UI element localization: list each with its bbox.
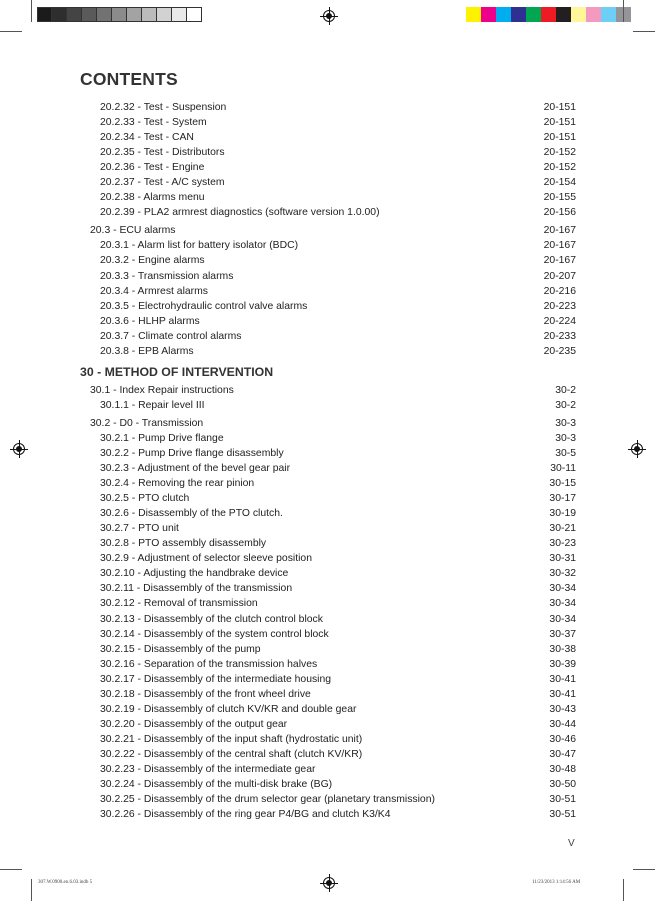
toc-entry-row[interactable] <box>80 672 576 687</box>
page-title: CONTENTS <box>80 69 178 89</box>
toc-page-number: 30-38 <box>549 643 576 655</box>
toc-entry-title: 20.2.34 - Test - CAN <box>100 132 194 144</box>
toc-page-number: 20-223 <box>543 300 576 312</box>
toc-entry-title: 30.2.18 - Disassembly of the front wheel drive <box>100 688 311 700</box>
toc-page-number: 30-39 <box>549 658 576 670</box>
toc-entry-row[interactable] <box>80 238 576 253</box>
footer-timestamp: 11/23/2013 1:14:56 AM <box>532 880 581 885</box>
toc-section-row[interactable] <box>80 223 576 238</box>
crop-mark <box>31 879 32 901</box>
toc-section-row[interactable] <box>80 383 576 398</box>
toc-entry-row[interactable] <box>80 344 576 359</box>
toc-entry-row[interactable] <box>80 536 576 551</box>
toc-page-number: 30-19 <box>549 508 576 520</box>
toc-entry-title: 30.2.22 - Disassembly of the central shaft (clutch KV/KR) <box>100 748 363 760</box>
toc-entry-title: 30.2.25 - Disassembly of the drum selector gear (planetary transmission) <box>100 794 435 806</box>
toc-entry-title: 20.2.33 - Test - System <box>100 117 207 129</box>
toc-entry-row[interactable] <box>80 612 576 627</box>
toc-section-title: 30.1 - Index Repair instructions <box>90 384 234 396</box>
toc-entry-row[interactable] <box>80 777 576 792</box>
toc-page-number: 30-44 <box>549 718 576 730</box>
toc-page-number: 30-46 <box>549 733 576 745</box>
toc-entry-row[interactable] <box>80 446 576 461</box>
registration-mark-icon <box>323 10 335 22</box>
toc-entry-title: 30.2.6 - Disassembly of the PTO clutch. <box>100 508 283 520</box>
toc-entry-row[interactable] <box>80 687 576 702</box>
toc-entry-title: 20.3.7 - Climate control alarms <box>100 330 242 342</box>
color-swatch <box>52 7 67 22</box>
toc-page-number: 20-151 <box>543 117 576 129</box>
toc-entry-title: 20.3.2 - Engine alarms <box>100 255 205 267</box>
page-number: V <box>568 838 575 849</box>
toc-entry-row[interactable] <box>80 299 576 314</box>
toc-entry-title: 20.2.37 - Test - A/C system <box>100 177 225 189</box>
toc-entry-title: 30.2.10 - Adjusting the handbrake device <box>100 568 289 580</box>
toc-entry-title: 20.2.39 - PLA2 armrest diagnostics (software version 1.0.00) <box>100 207 380 219</box>
toc-entry-title: 30.2.24 - Disassembly of the multi-disk brake (BG) <box>100 779 333 791</box>
chapter-heading[interactable]: 30 - METHOD OF INTERVENTION <box>80 364 274 379</box>
toc-entry-row[interactable] <box>80 566 576 581</box>
crop-mark <box>31 0 32 22</box>
color-swatch <box>466 7 481 22</box>
toc-entry-row[interactable] <box>80 284 576 299</box>
toc-page-number: 20-207 <box>543 270 576 282</box>
toc-entry-title: 20.3.5 - Electrohydraulic control valve alarms <box>100 300 308 312</box>
color-swatch <box>97 7 112 22</box>
toc-entry-row[interactable] <box>80 792 576 807</box>
toc-entry-row[interactable] <box>80 747 576 762</box>
color-swatch <box>37 7 52 22</box>
toc-entry-row[interactable] <box>80 581 576 596</box>
toc-entry-row[interactable] <box>80 145 576 160</box>
toc-page-number: 30-50 <box>549 779 576 791</box>
toc-entry-title: 20.3.1 - Alarm list for battery isolator (BDC) <box>100 240 299 252</box>
toc-entry-title: 30.1.1 - Repair level III <box>100 399 205 411</box>
toc-entry-row[interactable] <box>80 398 576 413</box>
toc-entry-title: 30.2.7 - PTO unit <box>100 523 179 535</box>
toc-entry-title: 30.2.5 - PTO clutch <box>100 493 190 505</box>
toc-entry-title: 30.2.23 - Disassembly of the intermediate gear <box>100 763 316 775</box>
color-swatch <box>82 7 97 22</box>
toc-entry-title: 30.2.16 - Separation of the transmission halves <box>100 658 318 670</box>
toc-entry-title: 20.2.38 - Alarms menu <box>100 192 205 204</box>
toc-section-title: 20.3 - ECU alarms <box>90 225 176 237</box>
toc-entry-title: 30.2.9 - Adjustment of selector sleeve position <box>100 553 312 565</box>
toc-page-number: 30-34 <box>549 598 576 610</box>
toc-page-number: 20-233 <box>543 330 576 342</box>
toc-page-number: 20-152 <box>543 162 576 174</box>
toc-page-number: 30-51 <box>549 794 576 806</box>
toc-entry-row[interactable] <box>80 642 576 657</box>
toc-page-number: 30-23 <box>549 538 576 550</box>
toc-page-number: 20-156 <box>543 207 576 219</box>
toc-entry-title: 30.2.4 - Removing the rear pinion <box>100 478 255 490</box>
toc-page-number: 30-37 <box>549 628 576 640</box>
color-swatch <box>541 7 556 22</box>
toc-entry-title: 20.3.6 - HLHP alarms <box>100 315 200 327</box>
color-swatch <box>556 7 571 22</box>
toc-entry-title: 30.2.1 - Pump Drive flange <box>100 432 224 444</box>
color-swatch <box>172 7 187 22</box>
toc-entry-row[interactable] <box>80 551 576 566</box>
toc-page-number: 20-167 <box>543 240 576 252</box>
color-swatch <box>526 7 541 22</box>
color-swatch <box>142 7 157 22</box>
toc-entry-row[interactable] <box>80 491 576 506</box>
toc-entry-row[interactable] <box>80 205 576 220</box>
toc-entry-row[interactable] <box>80 596 576 611</box>
toc-page-number: 30-41 <box>549 688 576 700</box>
toc-entry-row[interactable] <box>80 717 576 732</box>
toc-entry-row[interactable] <box>80 431 576 446</box>
crop-mark <box>633 31 655 32</box>
toc-entry-row[interactable] <box>80 807 576 822</box>
toc-entry-title: 30.2.8 - PTO assembly disassembly <box>100 538 267 550</box>
toc-entry-title: 30.2.26 - Disassembly of the ring gear P4/BG and clutch K3/K4 <box>100 809 391 821</box>
registration-mark-icon <box>323 877 335 889</box>
toc-entry-title: 20.3.4 - Armrest alarms <box>100 285 208 297</box>
toc-entry-title: 30.2.15 - Disassembly of the pump <box>100 643 261 655</box>
toc-entry-row[interactable] <box>80 762 576 777</box>
crop-mark <box>623 879 624 901</box>
toc-section-title: 30.2 - D0 - Transmission <box>90 417 204 429</box>
toc-entry-title: 20.3.3 - Transmission alarms <box>100 270 234 282</box>
toc-entry-title: 30.2.14 - Disassembly of the system control block <box>100 628 329 640</box>
toc-entry-row[interactable] <box>80 657 576 672</box>
toc-page-number: 30-43 <box>549 703 576 715</box>
toc-page-number: 30-2 <box>555 399 576 411</box>
toc-section-row[interactable] <box>80 416 576 431</box>
cmyk-color-bar <box>466 7 631 22</box>
color-swatch <box>187 7 202 22</box>
color-swatch <box>601 7 616 22</box>
toc-entry-row[interactable] <box>80 130 576 145</box>
toc-page-number: 30-21 <box>549 523 576 535</box>
toc-page-number: 30-17 <box>549 493 576 505</box>
toc-entry-title: 30.2.13 - Disassembly of the clutch control block <box>100 613 323 625</box>
color-swatch <box>511 7 526 22</box>
color-swatch <box>481 7 496 22</box>
toc-entry-row[interactable] <box>80 175 576 190</box>
toc-entry-title: 30.2.19 - Disassembly of clutch KV/KR and double gear <box>100 703 357 715</box>
toc-entry-row[interactable] <box>80 702 576 717</box>
color-swatch <box>112 7 127 22</box>
crop-mark <box>0 31 22 32</box>
toc-entry-title: 20.3.8 - EPB Alarms <box>100 345 194 357</box>
toc-page-number: 30-11 <box>550 463 576 475</box>
grayscale-color-bar <box>37 7 202 22</box>
toc-page-number: 30-32 <box>549 568 576 580</box>
toc-entry-row[interactable] <box>80 160 576 175</box>
toc-page-number: 30-48 <box>549 763 576 775</box>
toc-entry-row[interactable] <box>80 314 576 329</box>
toc-entry-title: 30.2.3 - Adjustment of the bevel gear pair <box>100 463 291 475</box>
toc-page-number: 20-151 <box>543 102 576 113</box>
color-swatch <box>157 7 172 22</box>
toc-page-number: 30-34 <box>549 583 576 595</box>
toc-entry-row[interactable] <box>80 115 576 130</box>
toc-entry-title: 20.2.35 - Test - Distributors <box>100 147 225 159</box>
color-swatch <box>586 7 601 22</box>
toc-page-number: 20-167 <box>543 225 576 237</box>
toc-page-number: 20-235 <box>543 345 576 357</box>
crop-mark <box>623 0 624 22</box>
footer-file-slug: 307.W.0900.en.6.03.indb 5 <box>38 880 93 885</box>
toc-entry-row[interactable] <box>80 732 576 747</box>
toc-page-number: 30-5 <box>555 447 576 459</box>
toc-entry-row[interactable] <box>80 461 576 476</box>
toc-entry-row[interactable] <box>80 100 576 115</box>
toc-page-number: 20-155 <box>543 192 576 204</box>
toc-entry-row[interactable] <box>80 190 576 205</box>
toc-page-number: 20-154 <box>543 177 576 189</box>
registration-mark-icon <box>631 443 643 455</box>
toc-entry-title: 30.2.21 - Disassembly of the input shaft (hydrostatic unit) <box>100 733 363 745</box>
toc-page-number: 30-3 <box>555 432 576 444</box>
toc-page-number: 30-31 <box>549 553 576 565</box>
table-of-contents <box>80 100 576 822</box>
toc-page-number: 20-151 <box>543 132 576 144</box>
color-swatch <box>127 7 142 22</box>
toc-entry-row[interactable] <box>80 476 576 491</box>
toc-page-number: 20-224 <box>543 315 576 327</box>
toc-page-number: 30-41 <box>549 673 576 685</box>
toc-page-number: 20-152 <box>543 147 576 159</box>
toc-entry-title: 30.2.12 - Removal of transmission <box>100 598 258 610</box>
toc-entry-title: 30.2.20 - Disassembly of the output gear <box>100 718 288 730</box>
toc-entry-row[interactable] <box>80 329 576 344</box>
toc-entry-row[interactable] <box>80 506 576 521</box>
toc-page-number: 30-15 <box>549 478 576 490</box>
toc-entry-row[interactable] <box>80 521 576 536</box>
registration-mark-icon <box>13 443 25 455</box>
toc-entry-row[interactable] <box>80 627 576 642</box>
toc-entry-title: 30.2.2 - Pump Drive flange disassembly <box>100 447 284 459</box>
toc-page-number: 30-2 <box>555 384 576 396</box>
toc-page-number: 30-34 <box>549 613 576 625</box>
crop-mark <box>633 869 655 870</box>
toc-page-number: 30-3 <box>555 417 576 429</box>
toc-page-number: 20-216 <box>543 285 576 297</box>
color-swatch <box>571 7 586 22</box>
color-swatch <box>67 7 82 22</box>
toc-entry-title: 30.2.11 - Disassembly of the transmission <box>100 583 293 595</box>
toc-page-number: 30-51 <box>549 809 576 821</box>
toc-entry-title: 20.2.36 - Test - Engine <box>100 162 205 174</box>
toc-page-number: 20-167 <box>543 255 576 267</box>
toc-entry-row[interactable] <box>80 253 576 268</box>
toc-page-number: 30-47 <box>549 748 576 760</box>
toc-entry-title: 20.2.32 - Test - Suspension <box>100 102 227 113</box>
toc-entry-row[interactable] <box>80 269 576 284</box>
toc-entry-title: 30.2.17 - Disassembly of the intermediate housing <box>100 673 332 685</box>
color-swatch <box>496 7 511 22</box>
crop-mark <box>0 869 22 870</box>
